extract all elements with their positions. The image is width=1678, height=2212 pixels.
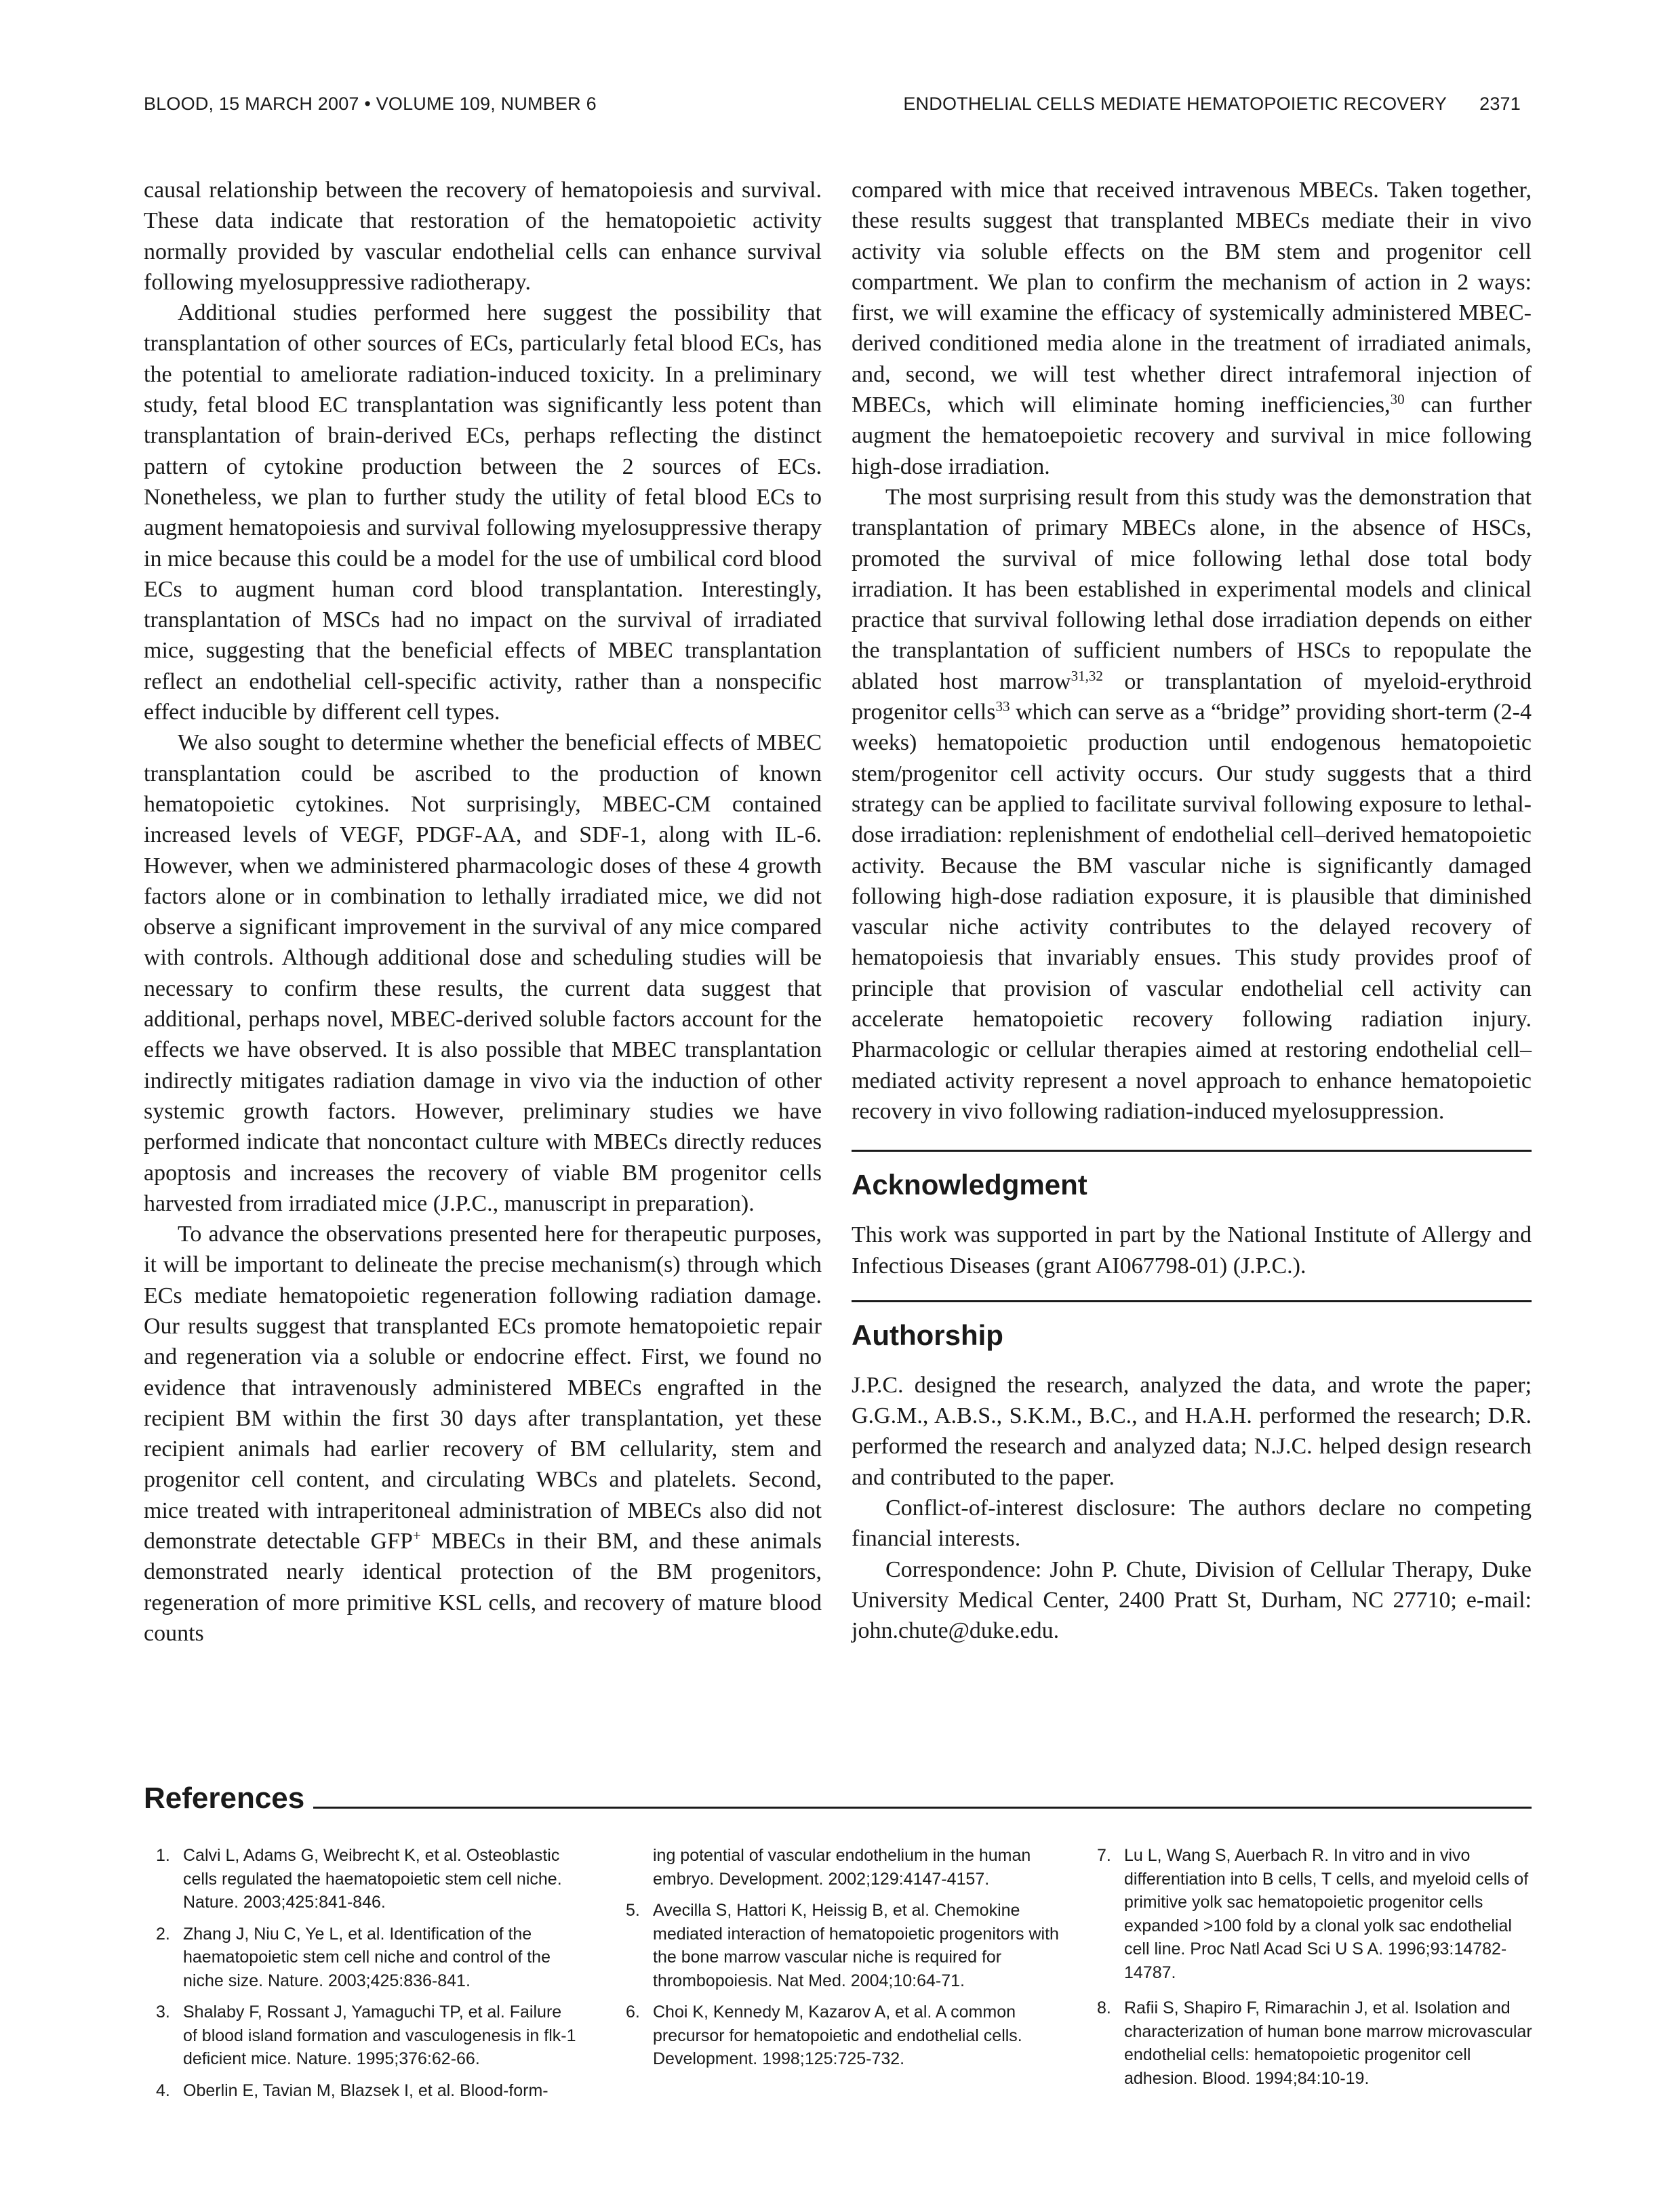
body-paragraph xyxy=(144,1219,822,1649)
reference-number: 8. xyxy=(1097,1998,1111,2017)
superscript: + xyxy=(412,1527,421,1544)
references-column-3 xyxy=(1085,1844,1532,2098)
reference-text: Rafii S, Shapiro F, Rimarachin J, et al. Isolation and characterization of human bone marrow microvascular endothelial cells: hematopoietic progenitor cell adhesion. Blood. 1994;84:10-19. xyxy=(1124,1998,1532,2088)
references-column-1 xyxy=(144,1844,578,2110)
reference-item xyxy=(144,1923,578,1993)
acknowledgment-text: This work was supported in part by the National Institute of Allergy and Infectious Diseases (grant AI067798-01) (J.P.C.). xyxy=(852,1222,1532,1279)
body-paragraph: causal relationship between the recovery of hematopoiesis and survival. These data indicate that restoration of the hematopoietic activity normally provided by vascular endothelial cells can enhance survival following myelosuppressive radiotherapy. xyxy=(144,178,822,295)
reference-text-continued: ing potential of vascular endothelium in the human embryo. Development. 2002;129:4147-4157. xyxy=(653,1846,1031,1889)
conflict-of-interest-text: Conflict-of-interest disclosure: The authors declare no competing financial interests. xyxy=(852,1495,1532,1552)
running-header-title xyxy=(903,94,1521,115)
authorship-text: J.P.C. designed the research, analyzed the data, and wrote the paper; G.G.M., A.B.S., S.K.M., B.C., and H.A.H. performed the research; D.R. performed the research and analyzed data; N.J.C. helped design research and contributed to the paper. xyxy=(852,1372,1532,1490)
body-paragraph xyxy=(852,482,1532,1127)
reference-text: Lu L, Wang S, Auerbach R. In vitro and in vivo differentiation into B cells, T cells, and myeloid cells of primitive yolk sac hematopoietic progenitor cells expanded >100 fold by a clonal yolk sac endothelial cell line. Proc Natl Acad Sci U S A. 1996;93:14782-14787. xyxy=(1124,1846,1529,1982)
references-rule xyxy=(313,1807,1532,1809)
reference-number: 4. xyxy=(156,2080,170,2100)
references-header xyxy=(144,1779,1532,1817)
body-paragraph: We also sought to determine whether the beneficial effects of MBEC transplantation could be ascribed to the production of known hematopoietic cytokines. Not surprisingly, MBEC-CM contained increased levels of VEGF, PDGF-AA, and SDF-1, along with IL-6. However, when we administered pharmacologic doses of these 4 growth factors alone or in combination to lethally irradiated mice, we did not observe a significant improvement in the survival of any mice compared with controls. Although additional dose and scheduling studies will be necessary to confirm these results, the current data suggest that additional, perhaps novel, MBEC-derived soluble factors account for the effects we have observed. It is also possible that MBEC transplantation indirectly mitigates radiation damage in vivo via the induction of other systemic growth factors. However, preliminary studies we have performed indicate that noncontact culture with MBECs directly reduces apoptosis and increases the recovery of viable BM progenitor cells harvested from irradiated mice (J.P.C., manuscript in preparation). xyxy=(144,730,822,1216)
running-header-journal: BLOOD, 15 MARCH 2007 • VOLUME 109, NUMBER 6 xyxy=(144,94,597,114)
reference-text: Choi K, Kennedy M, Kazarov A, et al. A common precursor for hematopoietic and endothelial cells. Development. 1998;125:725-732. xyxy=(653,2003,1022,2068)
body-paragraph xyxy=(852,175,1532,482)
text-run: which can serve as a “bridge” providing short-term (2-4 weeks) hematopoietic production until endogenous hematopoietic stem/progenitor cell activity occurs. Our study suggests that a third strategy can be applied to facilitate survival following exposure to lethal-dose irradiation: replenishment of endothelial cell–derived hematopoietic activity. Because the BM vascular niche is significantly damaged following high-dose radiation exposure, it is plausible that diminished vascular niche activity contributes to the delayed recovery of hematopoiesis that invariably ensues. This study provides proof of principle that provision of vascular endothelial cell activity can accelerate hematopoietic recovery following radiation injury. Pharmacologic or cellular therapies aimed at restoring endothelial cell–mediated activity represent a novel approach to enhance hematopoietic recovery in vivo following radiation-induced myelosuppression. xyxy=(852,700,1532,1124)
section-divider xyxy=(852,1150,1532,1152)
correspondence-text: Correspondence: John P. Chute, Division of Cellular Therapy, Duke University Medical Center, 2400 Pratt St, Durham, NC 27710; e-mail: john.chute@duke.edu. xyxy=(852,1556,1532,1644)
reference-item-continued xyxy=(614,1844,1061,1891)
references-heading: References xyxy=(144,1779,322,1817)
body-column-right xyxy=(852,175,1532,1646)
citation-superscript: 31,32 xyxy=(1071,667,1103,684)
reference-text: Shalaby F, Rossant J, Yamaguchi TP, et al. Failure of blood island formation and vasculogenesis in flk-1 deficient mice. Nature. 1995;376:62-66. xyxy=(183,2003,576,2068)
reference-item xyxy=(144,1844,578,1914)
reference-number: 6. xyxy=(626,2003,640,2022)
reference-number: 1. xyxy=(156,1846,170,1865)
page-number: 2371 xyxy=(1479,94,1521,114)
reference-text: Calvi L, Adams G, Weibrecht K, et al. Osteoblastic cells regulated the haematopoietic stem cell niche. Nature. 2003;425:841-846. xyxy=(183,1846,562,1912)
reference-number: 2. xyxy=(156,1924,170,1944)
reference-text: Zhang J, Niu C, Ye L, et al. Identification of the haematopoietic stem cell niche and control of the niche size. Nature. 2003;425:836-841. xyxy=(183,1924,551,1990)
reference-number: 5. xyxy=(626,1901,640,1920)
reference-item xyxy=(1085,1996,1532,2090)
reference-item xyxy=(614,1899,1061,1992)
section-divider xyxy=(852,1300,1532,1302)
citation-superscript: 33 xyxy=(995,698,1010,715)
reference-item xyxy=(614,2000,1061,2071)
reference-text-start: Oberlin E, Tavian M, Blazsek I, et al. Blood-form- xyxy=(183,2080,548,2100)
text-run: or transplantation of myeloid-erythroid progenitor cells xyxy=(852,668,1532,725)
acknowledgment-heading: Acknowledgment xyxy=(852,1169,1087,1201)
body-paragraph: Additional studies performed here suggest the possibility that transplantation of other sources of ECs, particularly fetal blood ECs, has the potential to ameliorate radiation-induced toxicity. In a preliminary study, fetal blood EC transplantation was significantly less potent than transplantation of brain-derived ECs, perhaps reflecting the distinct pattern of cytokine production between the 2 sources of ECs. Nonetheless, we plan to further study the utility of fetal blood ECs to augment hematopoiesis and survival following myelosuppressive therapy in mice because this could be a model for the use of umbilical cord blood ECs to augment human cord blood transplantation. Interestingly, transplantation of MSCs had no impact on the survival of irradiated mice, suggesting that the beneficial effects of MBEC transplantation reflect an endothelial cell-specific activity, rather than a nonspecific effect inducible by different cell types. xyxy=(144,300,822,725)
text-run: MBECs in their BM, and these animals demonstrated nearly identical protection of the BM progenitors, regeneration of more primitive KSL cells, and recovery of mature blood counts xyxy=(144,1529,822,1646)
running-header-article-title: ENDOTHELIAL CELLS MEDIATE HEMATOPOIETIC RECOVERY xyxy=(903,94,1447,114)
references-column-2 xyxy=(614,1844,1061,2079)
reference-item xyxy=(144,2000,578,2071)
reference-number: 7. xyxy=(1097,1846,1111,1865)
text-run: can further augment the hematoepoietic recovery and survival in mice following high-dose irradiation. xyxy=(852,393,1532,479)
reference-item xyxy=(1085,1844,1532,1984)
text-run: The most surprising result from this study was the demonstration that transplantation of primary MBECs alone, in the absence of HSCs, promoted the survival of mice following lethal dose total body irradiation. It has been established in experimental models and clinical practice that survival following lethal dose irradiation depends on either the transplantation of sufficient numbers of HSCs to repopulate the ablated host marrow xyxy=(852,484,1532,694)
citation-superscript: 30 xyxy=(1390,391,1405,408)
reference-number: 3. xyxy=(156,2003,170,2022)
reference-item xyxy=(144,2079,578,2103)
body-column-left xyxy=(144,175,822,1649)
text-run: To advance the observations presented here for therapeutic purposes, it will be important to delineate the precise mechanism(s) through which ECs mediate hematopoietic regeneration following radiation damage. Our results suggest that transplanted ECs promote hematopoietic repair and regeneration via a soluble or endocrine effect. First, we found no evidence that intravenously administered MBECs engrafted in the recipient BM within the first 30 days after transplantation, yet these recipient animals had earlier recovery of BM cellularity, stem and progenitor cell content, and circulating WBCs and platelets. Second, mice treated with intraperitoneal administration of MBECs also did not demonstrate detectable GFP xyxy=(144,1222,822,1554)
text-run: compared with mice that received intravenous MBECs. Taken together, these results suggest that transplanted MBECs mediate their in vivo activity via soluble effects on the BM stem and progenitor cell compartment. We plan to confirm the mechanism of action in 2 ways: first, we will examine the efficacy of systemically administered MBEC-derived conditioned media alone in the treatment of irradiated animals, and, second, we will test whether direct intrafemoral injection of MBECs, which will eliminate homing inefficiencies, xyxy=(852,178,1532,418)
authorship-heading: Authorship xyxy=(852,1319,1003,1351)
reference-text: Avecilla S, Hattori K, Heissig B, et al. Chemokine mediated interaction of hematopoietic progenitors with the bone marrow vascular niche is required for thrombopoiesis. Nat Med. 2004;10:64-71. xyxy=(653,1901,1059,1990)
